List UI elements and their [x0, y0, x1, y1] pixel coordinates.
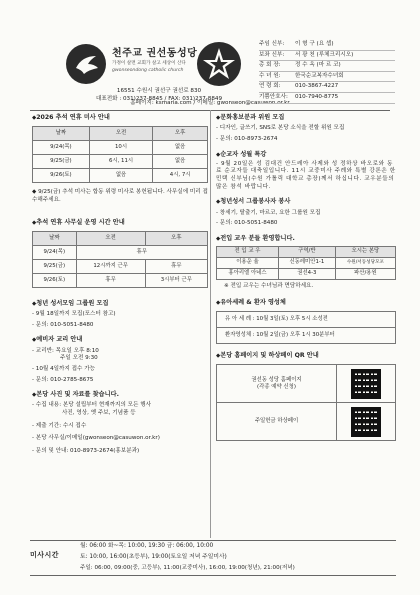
- staff-role: 보좌 신부:: [259, 51, 285, 58]
- star-icon: [197, 42, 241, 86]
- table-cell: 9/24(목): [33, 245, 77, 259]
- table-header: 오전: [76, 231, 145, 245]
- table-cell: 9/25(금): [33, 259, 77, 273]
- mass-times-label: 미사시간: [30, 551, 60, 559]
- office-hours-table: [32, 231, 208, 288]
- qr-code-cell: [337, 365, 396, 403]
- table-row: [33, 141, 208, 155]
- table-cell: 9/25(금): [33, 155, 90, 169]
- table-row: [33, 169, 208, 183]
- church-name: 천주교 권선동성당: [112, 48, 198, 59]
- staff-value: 010-3867-4227: [295, 83, 339, 90]
- table-row: [33, 155, 208, 169]
- table-cell: 권선4-3: [279, 269, 336, 280]
- section-title: ◆ 전입 교우 분들 환영합니다.: [216, 235, 396, 243]
- staff-value: 정 수 옥 (마 르 코): [295, 62, 341, 69]
- table-row: [217, 365, 396, 403]
- table-header: 오후: [145, 231, 207, 245]
- qr-label-cell: [217, 365, 337, 403]
- staff-value: 한국순교복자수녀회: [295, 72, 344, 79]
- phone-line: 대표전화 : 031)237-8845 / FAX: 031)237-8849: [95, 95, 223, 102]
- table-header: 오전: [89, 127, 152, 141]
- section-title: ◆ 예비자 교리 안내: [32, 336, 208, 344]
- list-item: - 디자인, 글쓰기, SNS로 본당 소식을 전할 위원 모집: [216, 125, 345, 132]
- staff-role: 총 회 장:: [259, 62, 281, 69]
- table-cell: 4시, 7시: [153, 169, 208, 183]
- table-header-row: [217, 247, 396, 258]
- church-english-name: gwonseondong catholic church: [112, 68, 184, 73]
- table-header-row: [33, 127, 208, 141]
- staff-role: 수 녀 원:: [259, 72, 281, 79]
- staff-list: [259, 40, 395, 104]
- homepage-email-line: 홈페이지: ksmaria.com / 이메일: gwonseon@casuwon.or.kr: [30, 100, 390, 111]
- table-cell: 이용운 율: [217, 258, 279, 269]
- table-row: [217, 269, 396, 280]
- table-row: [33, 273, 208, 287]
- hasangpay-qr-code[interactable]: [351, 407, 381, 437]
- table-cell: 휴무: [76, 245, 207, 259]
- list-item: - 문의: 010-2785-8675: [32, 376, 94, 383]
- table-header: 전 입 교 우: [217, 247, 279, 258]
- table-header: 날짜: [33, 231, 77, 245]
- dove-icon: [66, 44, 106, 84]
- list-item: - 제출 기간: 수시 접수: [32, 422, 87, 429]
- column-divider: [210, 110, 211, 538]
- qr-label: 주일헌금 하상페이: [217, 403, 337, 441]
- staff-role: 연 령 회:: [259, 83, 281, 90]
- staff-row: [259, 72, 395, 83]
- list-item: - 본당 사무실/이메일(gwonseon@casuwon.or.kr): [32, 435, 160, 442]
- holiday-note: ◆ 9/25(금) 추석 미사는 합동 위령 미사로 봉헌됩니다. 사무실에 미리 접수해주세요.: [32, 189, 208, 203]
- homepage-qr-code[interactable]: [351, 369, 381, 399]
- staff-value: 010-7940-8775: [295, 93, 339, 100]
- staff-row: [259, 82, 395, 93]
- staff-value: 서 광 천 (루체크리시오): [295, 51, 354, 58]
- church-logo: [66, 44, 106, 84]
- table-cell: 수원/서동성당모포: [335, 258, 395, 269]
- staff-role: 주임 신부:: [259, 41, 285, 48]
- table-header: 오시는 본당: [335, 247, 395, 258]
- parishioner-note: ※ 전입 교우는 수녀님과 면담하세요.: [224, 283, 314, 290]
- table-cell: 없음: [153, 155, 208, 169]
- staff-row: [259, 61, 395, 72]
- new-parishioner-table: [216, 246, 396, 280]
- list-item: - 수집 내용: 본당 설립부터 현재까지의 모든 행사: [32, 402, 152, 409]
- table-cell: 없음: [89, 169, 152, 183]
- table-row: [217, 328, 396, 344]
- table-row: [217, 403, 396, 441]
- list-item: - 9월 18일까지 모집(포스터 참고): [32, 311, 116, 318]
- section-title: ◆ 추석 연휴 사무실 운영 시간 안내: [32, 219, 208, 227]
- right-column: [216, 114, 396, 441]
- list-item: - 10월 4일까지 접수 가능: [32, 365, 96, 372]
- table-cell: 9/24(목): [33, 141, 90, 155]
- table-row: [33, 245, 208, 259]
- mass-row-sunday: 주일: 06:00, 09:00(중, 고등부), 11:00(교중미사), 16:00, 19:00(청년), 21:00(저녁): [80, 565, 295, 571]
- table-row: [217, 312, 396, 328]
- section-title: ◆ 2026 추석 연휴 미사 안내: [32, 114, 208, 122]
- table-row: [217, 258, 396, 269]
- list-item: - 창세기, 탈출기, 마르코, 요한 그룹원 모집: [216, 209, 321, 216]
- list-item: - 교리반: 목요일 오후 8:10: [32, 347, 99, 354]
- staff-row: [259, 40, 395, 51]
- qr-code-cell: [337, 403, 396, 441]
- table-header-row: [33, 231, 208, 245]
- qr-sublabel: (각종 예약 신청): [257, 383, 296, 390]
- list-item: 사진, 영상, 옛 주보, 기념품 등: [62, 410, 136, 417]
- table-cell: 휴무: [145, 259, 207, 273]
- list-item: - 문의: 010-5051-8480: [216, 220, 278, 227]
- table-cell: 없음: [153, 141, 208, 155]
- table-cell: 6시, 11시: [89, 155, 152, 169]
- list-item: 주일 오전 9:30: [60, 355, 98, 362]
- section-title: ◆ 본당 사진 및 자료를 찾습니다.: [32, 391, 208, 399]
- lecture-description: - 9월 20일은 성 김대건 안드레아 사제와 성 정하상 바오로와 동료 순교자들 대축일입니다. 11시 교중미사 주례와 특별 강론은 한민택 신부님(수원 가톨릭 대학교 총장)께서 하십니다. 교우분들의 많은 참석 바랍니다.: [216, 160, 396, 190]
- table-cell: 신동레미안1-1: [279, 258, 336, 269]
- staff-row: [259, 51, 395, 62]
- baptism-communion-table: [216, 311, 396, 344]
- table-cell: 파산/용원: [335, 269, 395, 280]
- table-cell: 환자영성체 : 10월 2일(금) 오후 1시 30분부터: [217, 328, 396, 344]
- qr-label: 권선동 성당 홈페이지: [251, 376, 302, 383]
- list-item: - 문의: 010-5051-8480: [32, 321, 94, 328]
- table-header: 날짜: [33, 127, 90, 141]
- section-title: ◆ 순교자 성월 특강: [216, 151, 396, 159]
- table-header: 구역/반: [279, 247, 336, 258]
- table-cell: 12시까지 근무: [76, 259, 145, 273]
- staff-value: 이 형 구 (요 셉): [295, 41, 334, 48]
- table-cell: 3시부터 근무: [145, 273, 207, 287]
- section-title: ◆ 청년 성서모임 그룹원 모집: [32, 300, 208, 308]
- mass-row-saturday: 토: 10:00, 16:00(초등부), 19:00(토요일 저녁 주일미사): [80, 554, 227, 560]
- list-item: - 문의 및 안내: 010-8973-2674(홍보분과): [32, 447, 140, 454]
- table-cell: 9/26(토): [33, 169, 90, 183]
- table-cell: 10시: [89, 141, 152, 155]
- church-motto: 가정이 살면 교회가 살고 세상이 산다: [112, 61, 186, 66]
- section-title: ◆ 청년성서 그룹봉사자 봉사: [216, 198, 396, 206]
- table-cell: 9/26(토): [33, 273, 77, 287]
- section-title: ◆ 문화홍보분과 위원 모집: [216, 114, 396, 122]
- table-cell: 휴무: [76, 273, 145, 287]
- list-item: - 문의: 010-8973-2674: [216, 135, 278, 142]
- address-line: 16551 수원시 권선구 권선로 830: [116, 88, 202, 94]
- staff-row: [259, 93, 395, 104]
- holiday-mass-table: [32, 126, 208, 183]
- section-title: ◆ 유아세례 & 환자 영성체: [216, 299, 396, 307]
- qr-table: [216, 364, 396, 441]
- table-row: [33, 259, 208, 273]
- table-cell: 홍아리엘 아네스: [217, 269, 279, 280]
- mass-row-weekday: 월: 06:00 화~목: 10:00, 19:30 금: 06:00, 10:00: [80, 543, 214, 549]
- staff-role: 기쁨안호사:: [259, 93, 288, 100]
- star-emblem: [197, 42, 241, 86]
- left-column: [32, 114, 208, 455]
- table-cell: 유 아 세 례 : 10월 3일(토) 오후 5시 소성전: [217, 312, 396, 328]
- table-header: 오후: [153, 127, 208, 141]
- section-title: ◆ 본당 홈페이지 및 하상페이 QR 안내: [216, 352, 396, 360]
